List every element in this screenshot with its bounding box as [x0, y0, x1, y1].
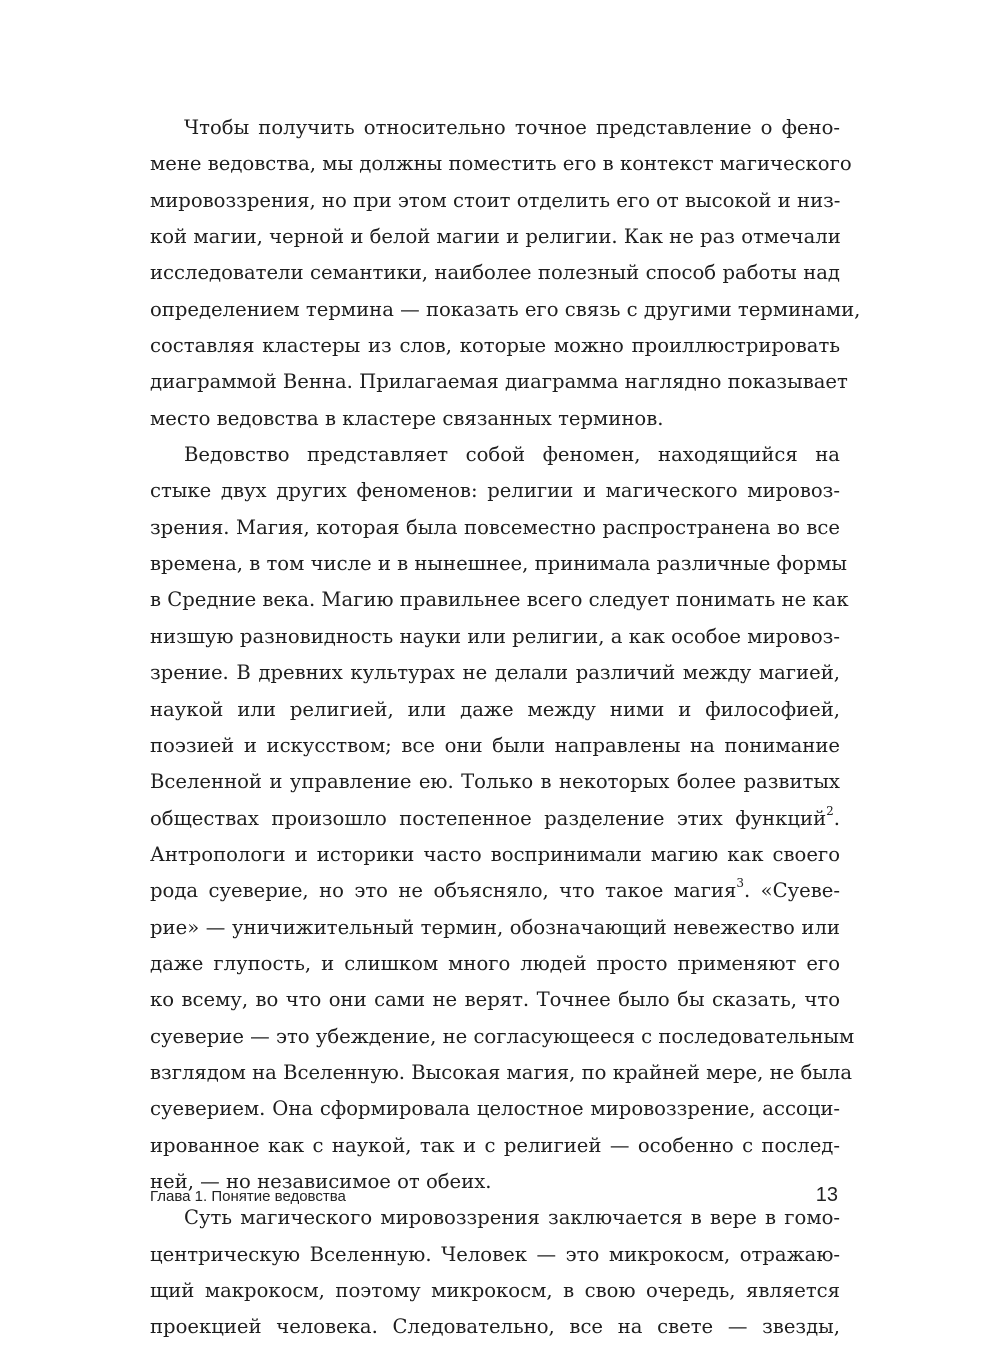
text-line: Суть магического мировоззрения заключается в вере в гомо- [184, 1206, 840, 1230]
text-line [150, 801, 840, 837]
text-line: мене ведовства, мы должны поместить его в контекст магического [150, 152, 852, 176]
paragraph-2 [150, 437, 855, 1200]
text-line: диаграммой Венна. Прилагаемая диаграмма наглядно показывает [150, 370, 848, 394]
text-line: Ведовство представляет собой феномен, находящийся на [184, 443, 840, 467]
text-line: составляя кластеры из слов, которые можно проиллюстрировать [150, 334, 840, 358]
paragraph-3 [150, 1200, 840, 1345]
text-segment: рода суеверие, но это не объясняло, что такое магия [150, 879, 737, 903]
text-line: стыке двух других феноменов: религии и магического мировоз- [150, 479, 840, 503]
text-line [150, 873, 840, 909]
text-line: наукой или религией, или даже между ними и философией, [150, 697, 840, 721]
text-line: мировоззрения, но при этом стоит отделить его от высокой и низ- [150, 188, 841, 212]
text-line: ней, — но независимое от обеих. [150, 1169, 492, 1193]
text-line: исследователи семантики, наиболее полезный способ работы над [150, 261, 840, 285]
text-line: в Средние века. Магию правильнее всего следует понимать не как [150, 588, 849, 612]
text-line: суеверие — это убеждение, не согласующееся с последовательным [150, 1024, 855, 1048]
text-line: ко всему, во что они сами не верят. Точнее было бы сказать, что [150, 988, 840, 1012]
running-footer-title: Глава 1. Понятие ведовства [150, 1188, 346, 1205]
text-line: щий макрокосм, поэтому микрокосм, в свою очередь, является [150, 1279, 840, 1302]
text-segment: . [833, 806, 840, 830]
text-line: зрение. В древних культурах не делали различий между магией, [150, 661, 840, 685]
text-line: центрическую Вселенную. Человек — это микрокосм, отражаю- [150, 1242, 840, 1266]
text-line: низшую разновидность науки или религии, а как особое мировоз- [150, 624, 840, 648]
text-line: определением термина — показать его связь с другими терминами, [150, 297, 861, 321]
text-line: поэзией и искусством; все они были направлены на понимание [150, 733, 840, 757]
paragraph-1 [150, 110, 861, 437]
text-line: суеверием. Она сформировала целостное мировоззрение, ассоци- [150, 1097, 840, 1121]
text-line: место ведовства в кластере связанных терминов. [150, 406, 664, 430]
text-line: рие» — уничижительный термин, обозначающий невежество или [150, 915, 840, 939]
page-number: 13 [815, 1184, 838, 1206]
footnote-marker[interactable]: 3 [736, 876, 744, 891]
text-line: взглядом на Вселенную. Высокая магия, по крайней мере, не была [150, 1060, 852, 1084]
text-line: даже глупость, и слишком много людей просто применяют его [150, 951, 840, 975]
text-line: ированное как с наукой, так и с религией — особенно с послед- [150, 1133, 840, 1157]
text-line: Чтобы получить относительно точное представление о фено- [184, 116, 840, 139]
text-line: зрения. Магия, которая была повсеместно распространена во все [150, 515, 840, 539]
text-segment: обществах произошло постепенное разделение этих функций [150, 806, 827, 830]
text-line: кой магии, черной и белой магии и религии. Как не раз отмечали [150, 225, 841, 249]
page-footer [150, 1184, 840, 1208]
text-line: Вселенной и управление ею. Только в некоторых более развитых [150, 770, 840, 794]
text-line: Антропологи и историки часто воспринимали магию как своего [150, 842, 840, 866]
body-text [150, 110, 861, 1346]
text-line: проекцией человека. Следовательно, все на свете — звезды, [150, 1315, 840, 1339]
text-line: времена, в том числе и в нынешнее, принимала различные формы [150, 552, 848, 576]
text-segment: . «Суеве- [744, 879, 840, 903]
footnote-marker[interactable]: 2 [826, 803, 834, 818]
